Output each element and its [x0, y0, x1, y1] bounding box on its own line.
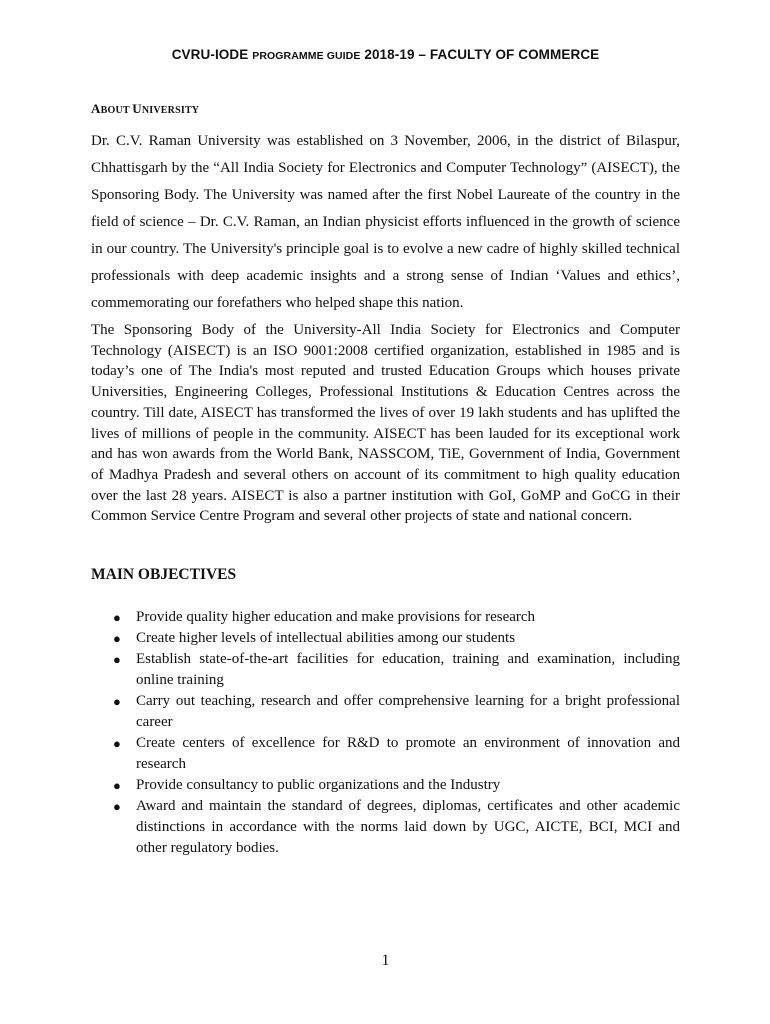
about-paragraph-1: Dr. C.V. Raman University was established on 3 November, 2006, in the district of Bilaspur, Chhattisgarh by the “All India Society for Electronics and Computer Technology” (AISECT), the Sponsoring Body. The University was named after the first Nobel Laureate of the country in the field of science – Dr. C.V. Raman, an Indian physicist efforts influenced in the growth of science in our country. The University's principle goal is to evolve a new cadre of highly skilled technical professionals with deep academic insights and a strong sense of Indian ‘Values and ethics’, commemorating our forefathers who helped shape this nation.: [91, 133, 680, 311]
objective-text: Establish state-of-the-art facilities for education, training and examination, including online training: [136, 651, 680, 688]
header-programme-guide: PROGRAMME GUIDE: [252, 50, 361, 62]
objectives-list: [91, 607, 680, 859]
header-suffix: 2018-19 – FACULTY OF COMMERCE: [360, 47, 600, 62]
about-paragraph-2: The Sponsoring Body of the University-All India Society for Electronics and Computer Technology (AISECT) is an ISO 9001:2008 certified organization, established in 1985 and is today’s one of The India's most reputed and trusted Education Groups which houses private Universities, Engineering Colleges, Professional Institutions & Education Centres across the country. Till date, AISECT has transformed the lives of over 19 lakh students and has uplifted the lives of millions of people in the community. AISECT has been lauded for its exceptional work and has won awards from the World Bank, NASSCOM, TiE, Government of India, Government of Madhya Pradesh and several others on account of its commitment to high quality education over the last 28 years. AISECT is also a partner institution with GoI, GoMP and GoCG in their Common Service Centre Program and several other projects of state and national concern.: [91, 322, 680, 525]
list-item: [91, 733, 680, 775]
list-item: [91, 628, 680, 649]
objective-text: Provide quality higher education and make provisions for research: [136, 609, 536, 625]
main-objectives-heading: MAIN OBJECTIVES: [91, 566, 237, 583]
bullet-icon: ●: [113, 694, 121, 709]
header-prefix: CVRU-IODE: [171, 47, 253, 62]
list-item: [91, 607, 680, 628]
bullet-icon: ●: [113, 736, 121, 751]
about-heading-u: U: [132, 101, 142, 116]
page-number: 1: [381, 952, 390, 969]
bullet-icon: ●: [113, 799, 121, 814]
bullet-icon: ●: [113, 778, 121, 793]
bullet-icon: ●: [113, 631, 121, 646]
list-item: [91, 796, 680, 859]
objective-text: Create higher levels of intellectual abilities among our students: [136, 630, 516, 646]
bullet-icon: ●: [113, 652, 121, 667]
about-heading-bout: BOUT: [100, 105, 133, 116]
bullet-icon: ●: [113, 610, 121, 625]
list-item: [91, 775, 680, 796]
objective-text: Award and maintain the standard of degrees, diplomas, certificates and other academic distinctions in accordance with the norms laid down by UGC, AICTE, BCI, MCI and other regulatory bodies.: [136, 798, 680, 856]
list-item: [91, 649, 680, 691]
objective-text: Carry out teaching, research and offer comprehensive learning for a bright professional career: [136, 693, 680, 730]
about-university-heading: [91, 101, 199, 117]
objective-text: Create centers of excellence for R&D to promote an environment of innovation and research: [136, 735, 680, 772]
page-header: [91, 47, 680, 62]
objective-text: Provide consultancy to public organizations and the Industry: [136, 777, 501, 793]
about-heading-niversity: NIVERSITY: [141, 105, 200, 116]
about-heading-a: A: [91, 101, 101, 116]
list-item: [91, 691, 680, 733]
document-page: [91, 0, 680, 1024]
